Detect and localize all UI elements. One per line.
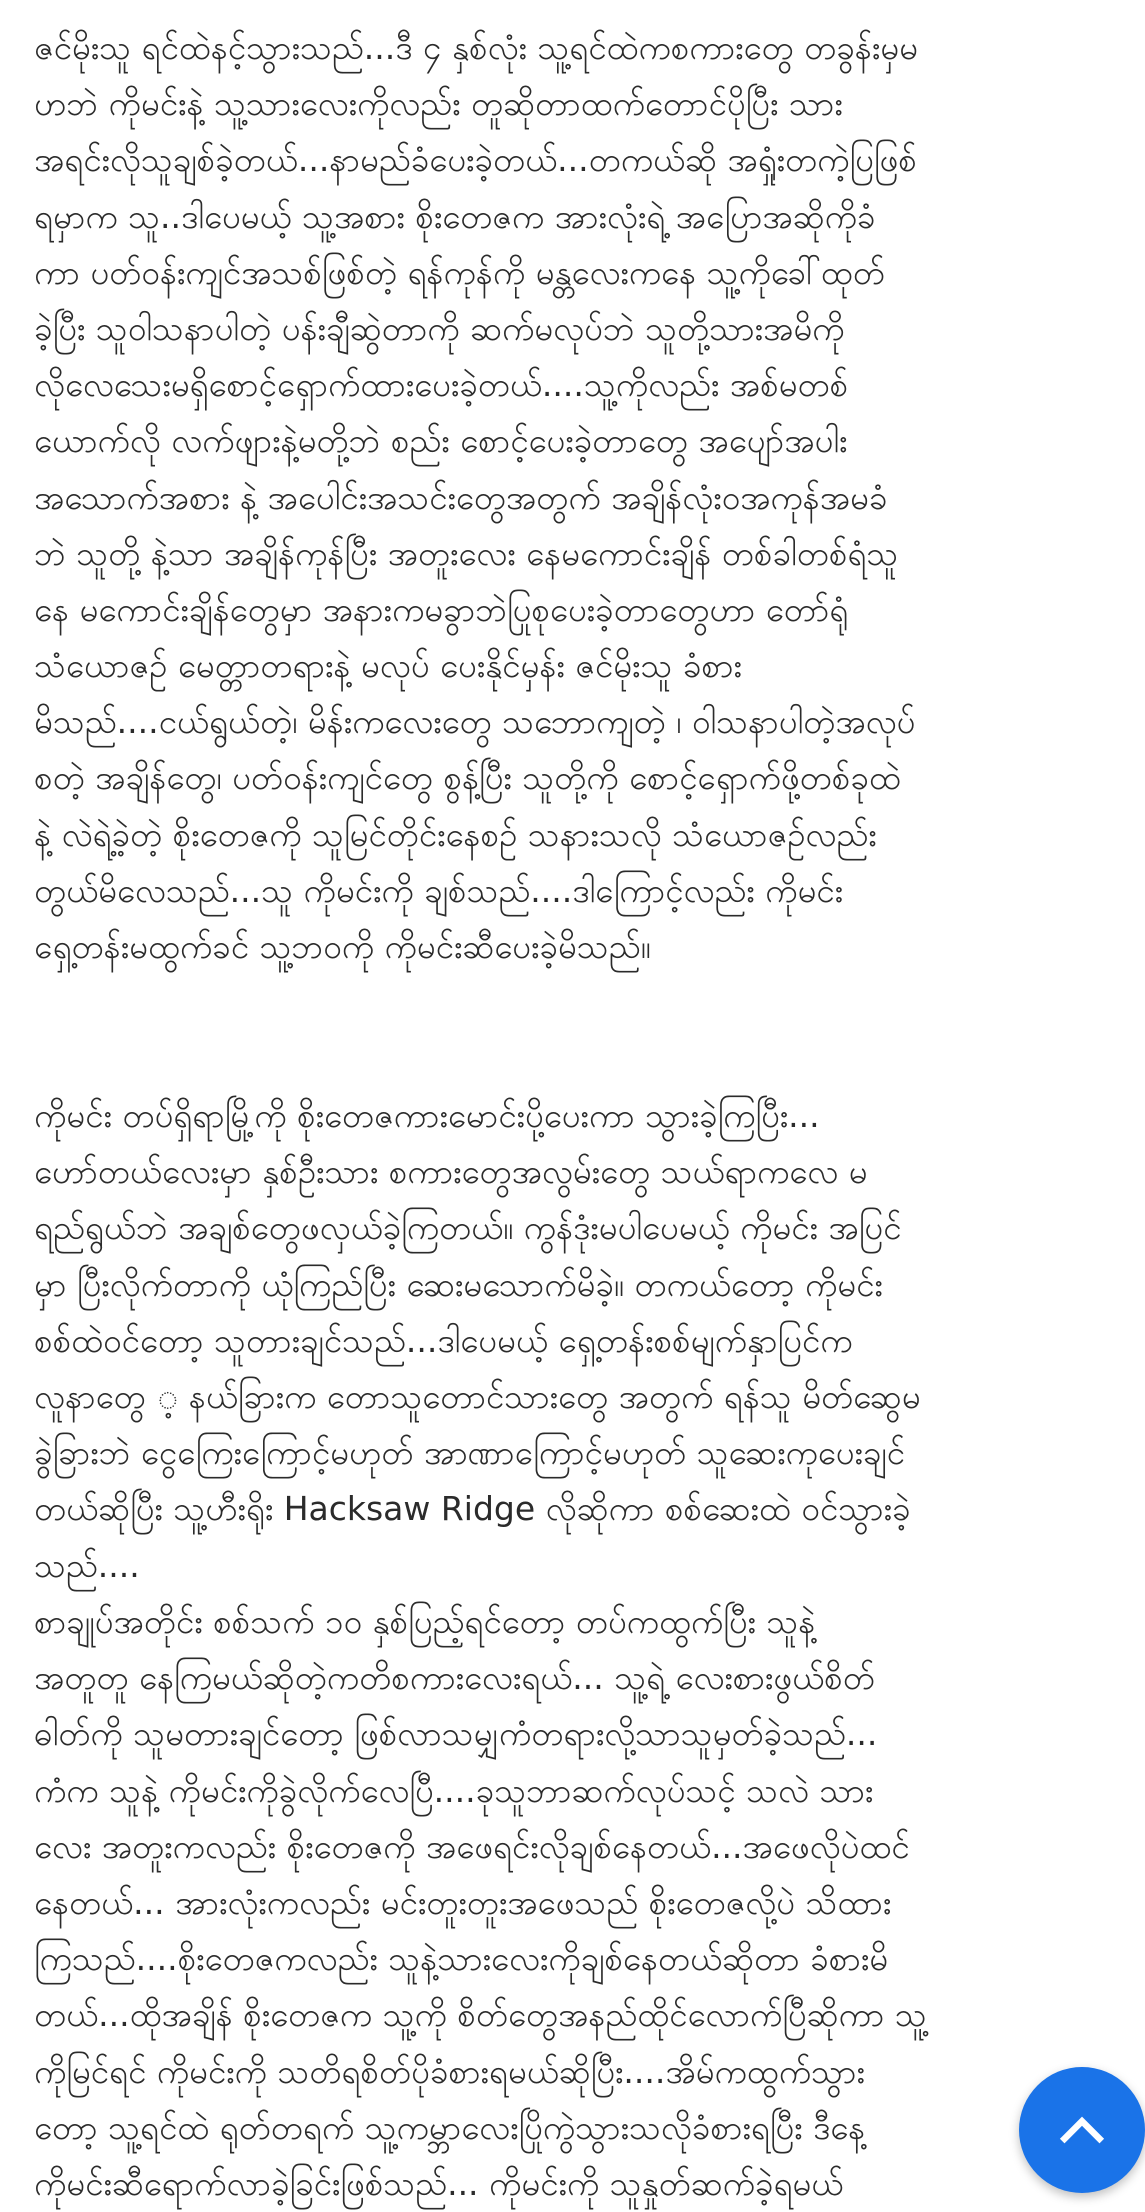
article-line: လိုလေသေးမရှိစောင့်ရှောက်ထားပေးခဲ့တယ်....သူ့ကိုလည်း အစ်မတစ် xyxy=(34,365,849,405)
article-line: ယောက်လို လက်ဖျားနဲ့မတို့ဘဲ စည်း စောင့်ပေးခဲ့တာတွေ အပျော်အပါး xyxy=(34,421,848,461)
article-line: စတဲ့ အချိန်တွေ၊ ပတ်ဝန်းကျင်တွေ စွန့်ပြီး သူတို့ကို စောင့်ရှောက်ဖို့တစ်ခုထဲ xyxy=(34,758,901,798)
article-line: ဘဲ သူတို့ နဲ့သာ အချိန်ကုန်ပြီး အတူးလေး နေမကောင်းချိန် တစ်ခါတစ်ရံသူ xyxy=(34,533,899,573)
article-line: ကာ ပတ်ဝန်းကျင်အသစ်ဖြစ်တဲ့ ရန်ကုန်ကို မန္တလေးကနေ သူ့ကိုခေါ်ထုတ် xyxy=(34,252,885,292)
scroll-to-top-button[interactable] xyxy=(1019,2067,1145,2193)
article-line: ကိုမြင်ရင် ကိုမင်းကို သတိရစိတ်ပိုခံစားရမယ်ဆိုပြီး....အိမ်ကထွက်သွား xyxy=(34,2051,865,2091)
article-line: မှာ ပြီးလိုက်တာကို ယုံကြည်ပြီး ဆေးမသောက်မိခဲ့။ တကယ်တော့ ကိုမင်း xyxy=(34,1264,883,1304)
article-line: တယ်ဆိုပြီး သူ့ဟီးရိုး Hacksaw Ridge လိုဆိုကာ စစ်ဆေးထဲ ဝင်သွားခဲ့ xyxy=(34,1489,911,1529)
article-line: စစ်ထဲဝင်တော့ သူတားချင်သည်...ဒါပေမယ့် ရှေ့တန်းစစ်မျက်နှာပြင်က xyxy=(34,1320,853,1360)
article-line: ကံက သူနဲ့ ကိုမင်းကိုခွဲလိုက်လေပြီ....ခုသူဘာဆက်လုပ်သင့် သလဲ သား xyxy=(34,1770,874,1810)
article-line: ခဲ့ပြီး သူဝါသနာပါတဲ့ ပန်းချီဆွဲတာကို ဆက်မလုပ်ဘဲ သူတို့သားအမိကို xyxy=(34,308,845,348)
article-line: တယ်...ထိုအချိန် စိုးတေဇက သူ့ကို စိတ်တွေအနည်ထိုင်လောက်ပြီဆိုကာ သူ့ xyxy=(34,1995,927,2035)
article-line: ရည်ရွယ်ဘဲ အချစ်တွေဖလှယ်ခဲ့ကြတယ်။ ကွန်ဒုံးမပါပေမယ့် ကိုမင်း အပြင် xyxy=(34,1208,902,1248)
article-line: သည်.... xyxy=(34,1545,140,1585)
article-line: နေတယ်... အားလုံးကလည်း မင်းတူးတူးအဖေသည် စိုးတေဇလို့ပဲ သိထား xyxy=(34,1882,892,1922)
article-line: ဓါတ်ကို သူမတားချင်တော့ ဖြစ်လာသမျှကံတရားလို့သာသူမှတ်ခဲ့သည်... xyxy=(34,1714,878,1754)
article-line: ရှေ့တန်းမထွက်ခင် သူ့ဘဝကို ကိုမင်းဆီပေးခဲ့မိသည်။ xyxy=(34,927,651,966)
article-line: အတူတူ နေကြမယ်ဆိုတဲ့ကတိစကားလေးရယ်... သူ့ရဲ့ လေးစားဖွယ်စိတ် xyxy=(34,1658,875,1698)
article-line: အသောက်အစား နဲ့ အပေါင်းအသင်းတွေအတွက် အချိန်လုံးဝအကုန်အမခံ xyxy=(34,477,888,517)
article-line: ဟဘဲ ကိုမင်းနဲ့ သူ့သားလေးကိုလည်း တူဆိုတာထက်တောင်ပိုပြီး သား xyxy=(34,84,843,124)
article-paragraph-2 xyxy=(34,1088,1054,1594)
article-line: ရမှာက သူ..ဒါပေမယ့် သူ့အစား စိုးတေဇက အားလုံးရဲ့ အပြောအဆိုကိုခံ xyxy=(34,196,876,236)
article-line: ဟော်တယ်လေးမှာ နှစ်ဦးသား စကားတွေအလွမ်းတွေ သယ်ရာကလေ မ xyxy=(34,1152,868,1192)
article-line: မိသည်....ငယ်ရွယ်တဲ့၊ မိန်းကလေးတွေ သဘောကျတဲ့ ၊ ဝါသနာပါတဲ့အလုပ် xyxy=(34,702,916,742)
article-line: အရင်းလိုသူချစ်ခဲ့တယ်...နာမည်ခံပေးခဲ့တယ်...တကယ်ဆို အရှုံးတကဲ့ပြဖြစ် xyxy=(34,140,917,180)
article-line: တော့ သူ့ရင်ထဲ ရုတ်တရက် သူ့ကမ္ဘာလေးပြိုကွဲသွားသလိုခံစားရပြီး ဒီနေ့ xyxy=(34,2107,866,2147)
article-paragraph-3 xyxy=(34,1594,1054,2212)
article-line: လူနာတွေ ့ နယ်ခြားက တောသူတောင်သားတွေ အတွက် ရန်သူ မိတ်ဆွေမ xyxy=(34,1376,921,1416)
article-line: တွယ်မိလေသည်...သူ ကိုမင်းကို ချစ်သည်....ဒါကြောင့်လည်း ကိုမင်း xyxy=(34,870,843,910)
article-line: သံယောဇဉ် မေတ္တာတရားနဲ့ မလုပ် ပေးနိုင်မှန်း ဇင်မိုးသူ ခံစား xyxy=(34,646,742,686)
article-line: လေး အတူးကလည်း စိုးတေဇကို အဖေရင်းလိုချစ်နေတယ်...အဖေလိုပဲထင် xyxy=(34,1826,910,1866)
article-line: နဲ့ လဲရဲ့ခဲ့တဲ့ စိုးတေဇကို သူမြင်တိုင်းနေစဉ် သနားသလို သံယောဇဉ်လည်း xyxy=(34,814,877,854)
article-line: ဇင်မိုးသူ ရင်ထဲနင့်သွားသည်...ဒီ ၄ နှစ်လုံး သူ့ရင်ထဲကစကားတွေ တခွန်းမှမ xyxy=(34,28,918,67)
article-line: ကြသည်....စိုးတေဇကလည်း သူနဲ့သားလေးကိုချစ်နေတယ်ဆိုတာ ခံစားမိ xyxy=(34,1939,889,1979)
article-line: ခွဲခြားဘဲ ငွေကြေးကြောင့်မဟုတ် အာဏာကြောင့်မဟုတ် သူဆေးကုပေးချင် xyxy=(34,1433,905,1473)
article-line: စာချုပ်အတိုင်း စစ်သက် ၁၀ နှစ်ပြည့်ရင်တော့ တပ်ကထွက်ပြီး သူနဲ့ xyxy=(34,1602,816,1641)
article-paragraph-1 xyxy=(34,20,1054,975)
chevron-up-icon xyxy=(1052,2100,1112,2160)
article-line: ကိုမင်းဆီရောက်လာခဲ့ခြင်းဖြစ်သည်... ကိုမင်းကို သူနှုတ်ဆက်ခဲ့ရမယ် xyxy=(34,2163,844,2203)
article-line: ကိုမင်း တပ်ရှိရာမြို့ကို စိုးတေဇကားမောင်းပို့ပေးကာ သွားခဲ့ကြပြီး... xyxy=(34,1096,820,1135)
article-line: နေ မကောင်းချိန်တွေမှာ အနားကမခွာဘဲပြုစုပေးခဲ့တာတွေဟာ တော်ရုံ xyxy=(34,589,849,629)
